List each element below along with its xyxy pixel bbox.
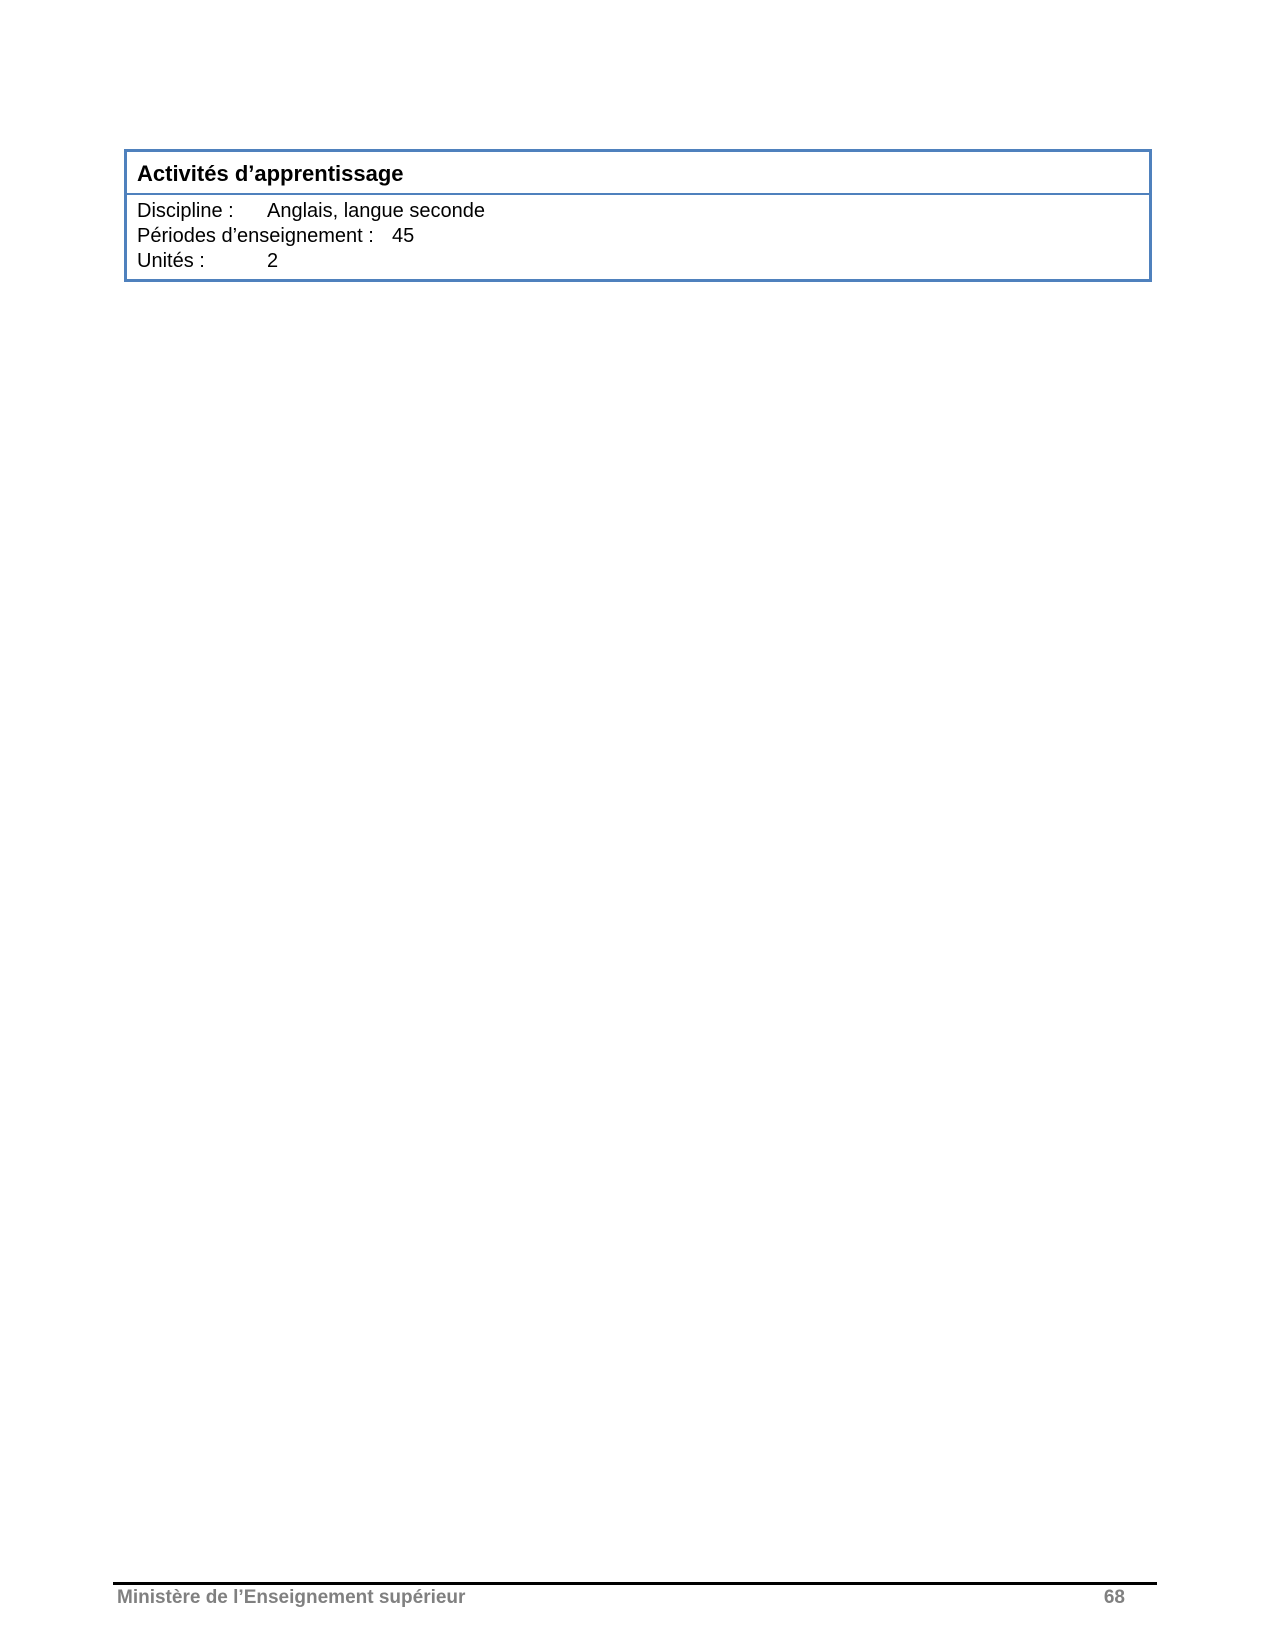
units-value: 2 <box>267 250 279 272</box>
footer-page-number: 68 <box>1103 1587 1125 1608</box>
footer-rule <box>113 1582 1157 1585</box>
info-box-title: Activités d’apprentissage <box>127 152 1149 195</box>
discipline-value: Anglais, langue seconde <box>267 200 485 222</box>
teaching-periods-value: 45 <box>392 225 415 247</box>
discipline-label: Discipline : <box>137 200 234 222</box>
info-row-teaching-periods <box>137 224 1139 249</box>
learning-activities-box <box>124 149 1152 282</box>
units-label: Unités : <box>137 250 205 272</box>
info-box-body <box>127 195 1149 279</box>
info-row-units <box>137 249 1139 274</box>
info-row-discipline <box>137 199 1139 224</box>
footer-ministry-text: Ministère de l’Enseignement supérieur <box>117 1587 466 1608</box>
teaching-periods-label: Périodes d’enseignement : <box>137 225 374 247</box>
